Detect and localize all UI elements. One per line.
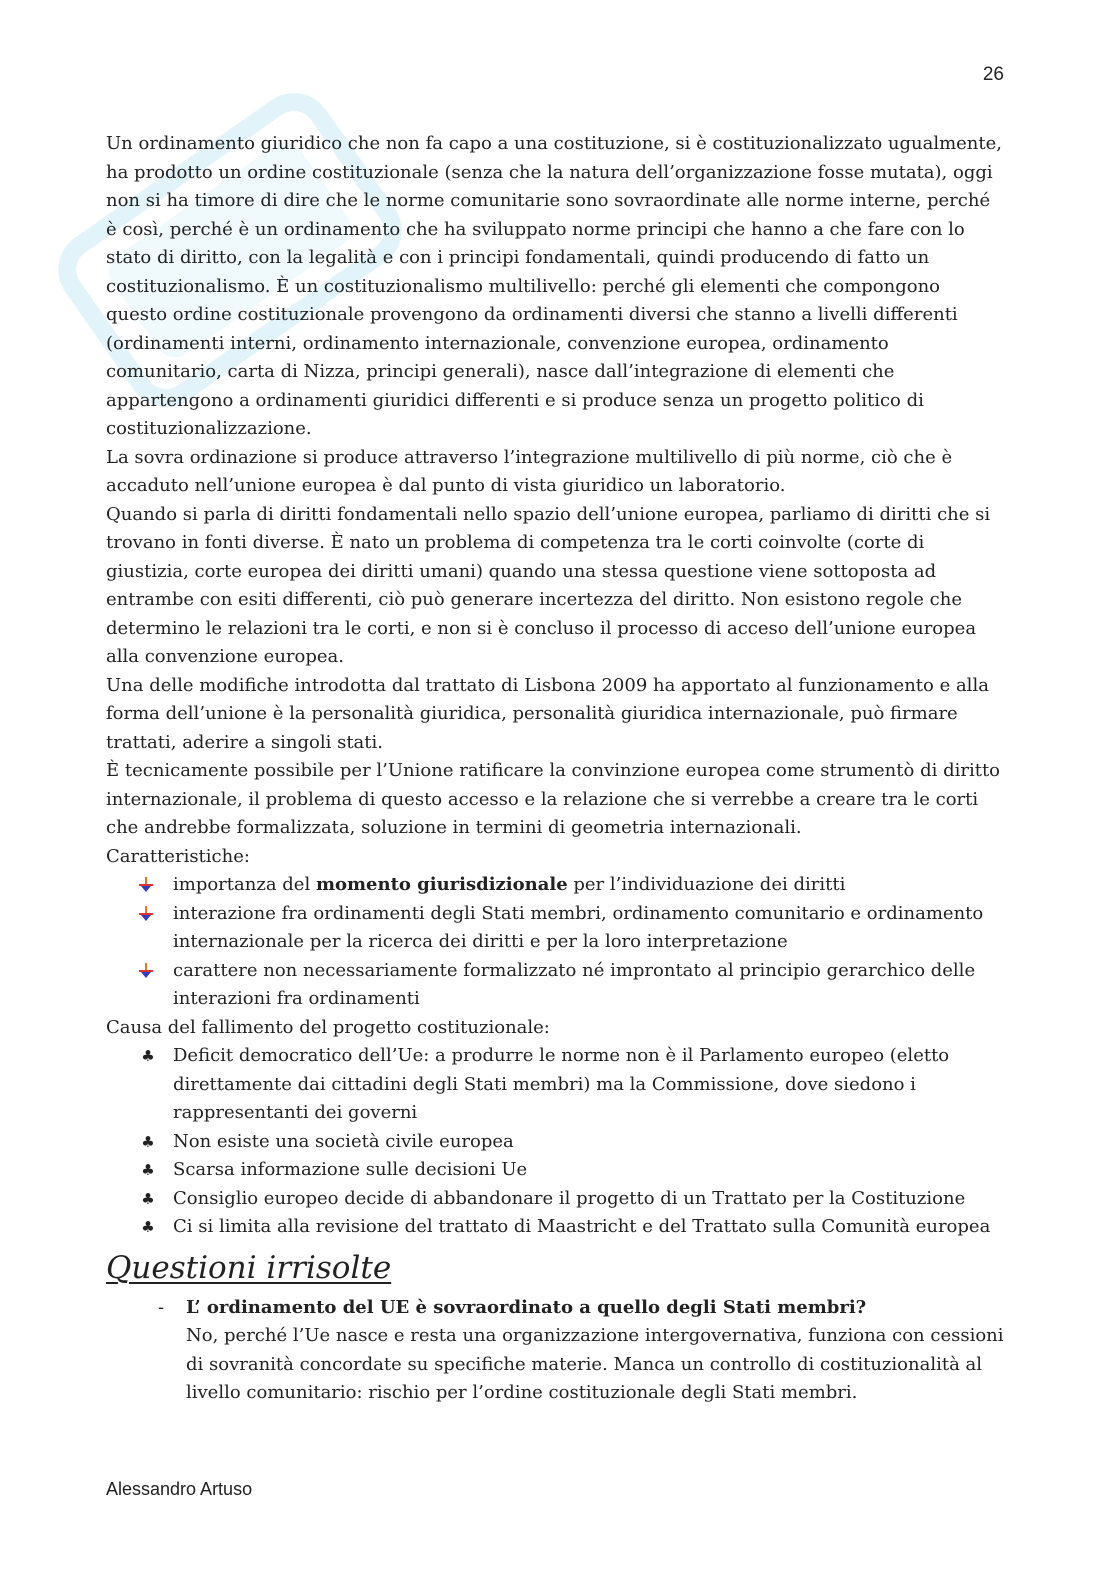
club-bullet-icon: ♣ <box>141 1047 155 1065</box>
question-title: L’ ordinamento del UE è sovraordinato a quello degli Stati membri? <box>186 1296 867 1318</box>
paragraph: Un ordinamento giuridico che non fa capo a una costituzione, si è costituzionalizzato ugualmente, ha prodotto un ordine costituzionale (senza che la natura dell’organizzazione fosse mutata), oggi non si ha timore di dire che le norme comunitarie sono sovraordinate alle norme interne, perché è così, perché è un ordinamento che ha sviluppato norme principi che hanno a che fare con lo stato di diritto, con la legalità e con i principi fondamentali, quindi producendo di fatto un costituzionalismo. È un costituzionalismo multilivello: perché gli elementi che compongono questo ordine costituzionale provengono da ordinamenti diversi che stanno a livelli differenti (ordinamenti interni, ordinamento internazionale, convenzione europea, ordinamento comunitario, carta di Nizza, principi generali), nasce dall’integrazione di elementi che appartengono a ordinamenti giuridici differenti e si produce senza un progetto politico di costituzionalizzazione. <box>106 133 1003 439</box>
list-item-text: Scarsa informazione sulle decisioni Ue <box>173 1159 528 1180</box>
list-item <box>106 1128 1006 1157</box>
list-item <box>106 1156 1006 1185</box>
question-answer: No, perché l’Ue nasce e resta una organizzazione intergovernativa, funziona con cessioni di sovranità concordate su specifiche materie. Manca un controllo di costituzionalità al livello comunitario: rischio per l’ordine costituzionale degli Stati membri. <box>186 1325 1004 1403</box>
paragraph: La sovra ordinazione si produce attraverso l’integrazione multilivello di più norme, ciò che è accaduto nell’unione europea è dal punto di vista giuridico un laboratorio. <box>106 446 953 496</box>
list-item <box>106 957 1006 1014</box>
club-bullet-icon: ♣ <box>141 1161 155 1179</box>
list-item-text: Non esiste una società civile europea <box>173 1130 514 1152</box>
club-bullet-icon: ♣ <box>141 1132 155 1151</box>
question-block <box>106 1294 1006 1408</box>
club-bullet-icon: ♣ <box>141 1218 155 1236</box>
list-item-text: interazione fra ordinamenti degli Stati membri, ordinamento comunitario e ordinamento internazionale per la ricerca dei diritti e per la loro interpretazione <box>173 902 984 952</box>
section-title: Questioni irrisolte <box>106 1249 392 1286</box>
list-item-text: carattere non necessariamente formalizzato né improntato al principio gerarchico delle interazioni fra ordinamenti <box>173 959 976 1009</box>
characteristics-list <box>106 871 1006 1014</box>
list-item-text: Consiglio europeo decide di abbandonare il progetto di un Trattato per la Costituzione <box>173 1187 966 1209</box>
list-item <box>106 900 1006 957</box>
arrow-bullet-icon <box>138 957 158 979</box>
dash-bullet: - <box>158 1296 165 1318</box>
list-item <box>106 1042 1006 1128</box>
characteristics-label: Caratteristiche: <box>106 845 250 867</box>
list-item-text: Ci si limita alla revisione del trattato di Maastricht e del Trattato sulla Comunità europea <box>173 1216 991 1237</box>
list-item <box>106 871 1006 900</box>
list-item-text: per l’individuazione dei diritti <box>567 874 846 895</box>
list-item-text: Deficit democratico dell’Ue: a produrre le norme non è il Parlamento europeo (eletto direttamente dai cittadini degli Stati membri) ma la Commissione, dove siedono i rappresentanti dei governi <box>173 1045 950 1123</box>
paragraph: Una delle modifiche introdotta dal trattato di Lisbona 2009 ha apportato al funzionamento e alla forma dell’unione è la personalità giuridica, personalità giuridica internazionale, può firmare trattati, aderire a singoli stati. <box>106 674 989 753</box>
document-body <box>106 130 1006 1408</box>
list-item-bold: momento giurisdizionale <box>315 874 568 895</box>
failure-list <box>106 1042 1006 1242</box>
list-item <box>106 1213 1006 1242</box>
paragraph: Quando si parla di diritti fondamentali nello spazio dell’unione europea, parliamo di diritti che si trovano in fonti diverse. È nato un problema di competenza tra le corti coinvolte (corte di giustizia, corte europea dei diritti umani) quando una stessa questione viene sottoposta ad entrambe con esiti differenti, ciò può generare incertezza del diritto. Non esistono regole che determino le relazioni tra le corti, e non si è concluso il processo di acceso dell’unione europea alla convenzione europea. <box>106 503 991 667</box>
club-bullet-icon: ♣ <box>141 1189 155 1208</box>
failure-label: Causa del fallimento del progetto costituzionale: <box>106 1016 550 1038</box>
footer-author: Alessandro Artuso <box>106 1479 253 1499</box>
arrow-bullet-icon <box>138 900 158 922</box>
list-item <box>106 1185 1006 1214</box>
list-item-text: importanza del <box>173 874 316 895</box>
paragraph: È tecnicamente possibile per l’Unione ratificare la convinzione europea come strumentò di diritto internazionale, il problema di questo accesso e la relazione che si verrebbe a creare tra le corti che andrebbe formalizzata, soluzione in termini di geometria internazionali. <box>106 760 1001 838</box>
arrow-bullet-icon <box>138 871 158 893</box>
page-number: 26 <box>982 64 1004 85</box>
